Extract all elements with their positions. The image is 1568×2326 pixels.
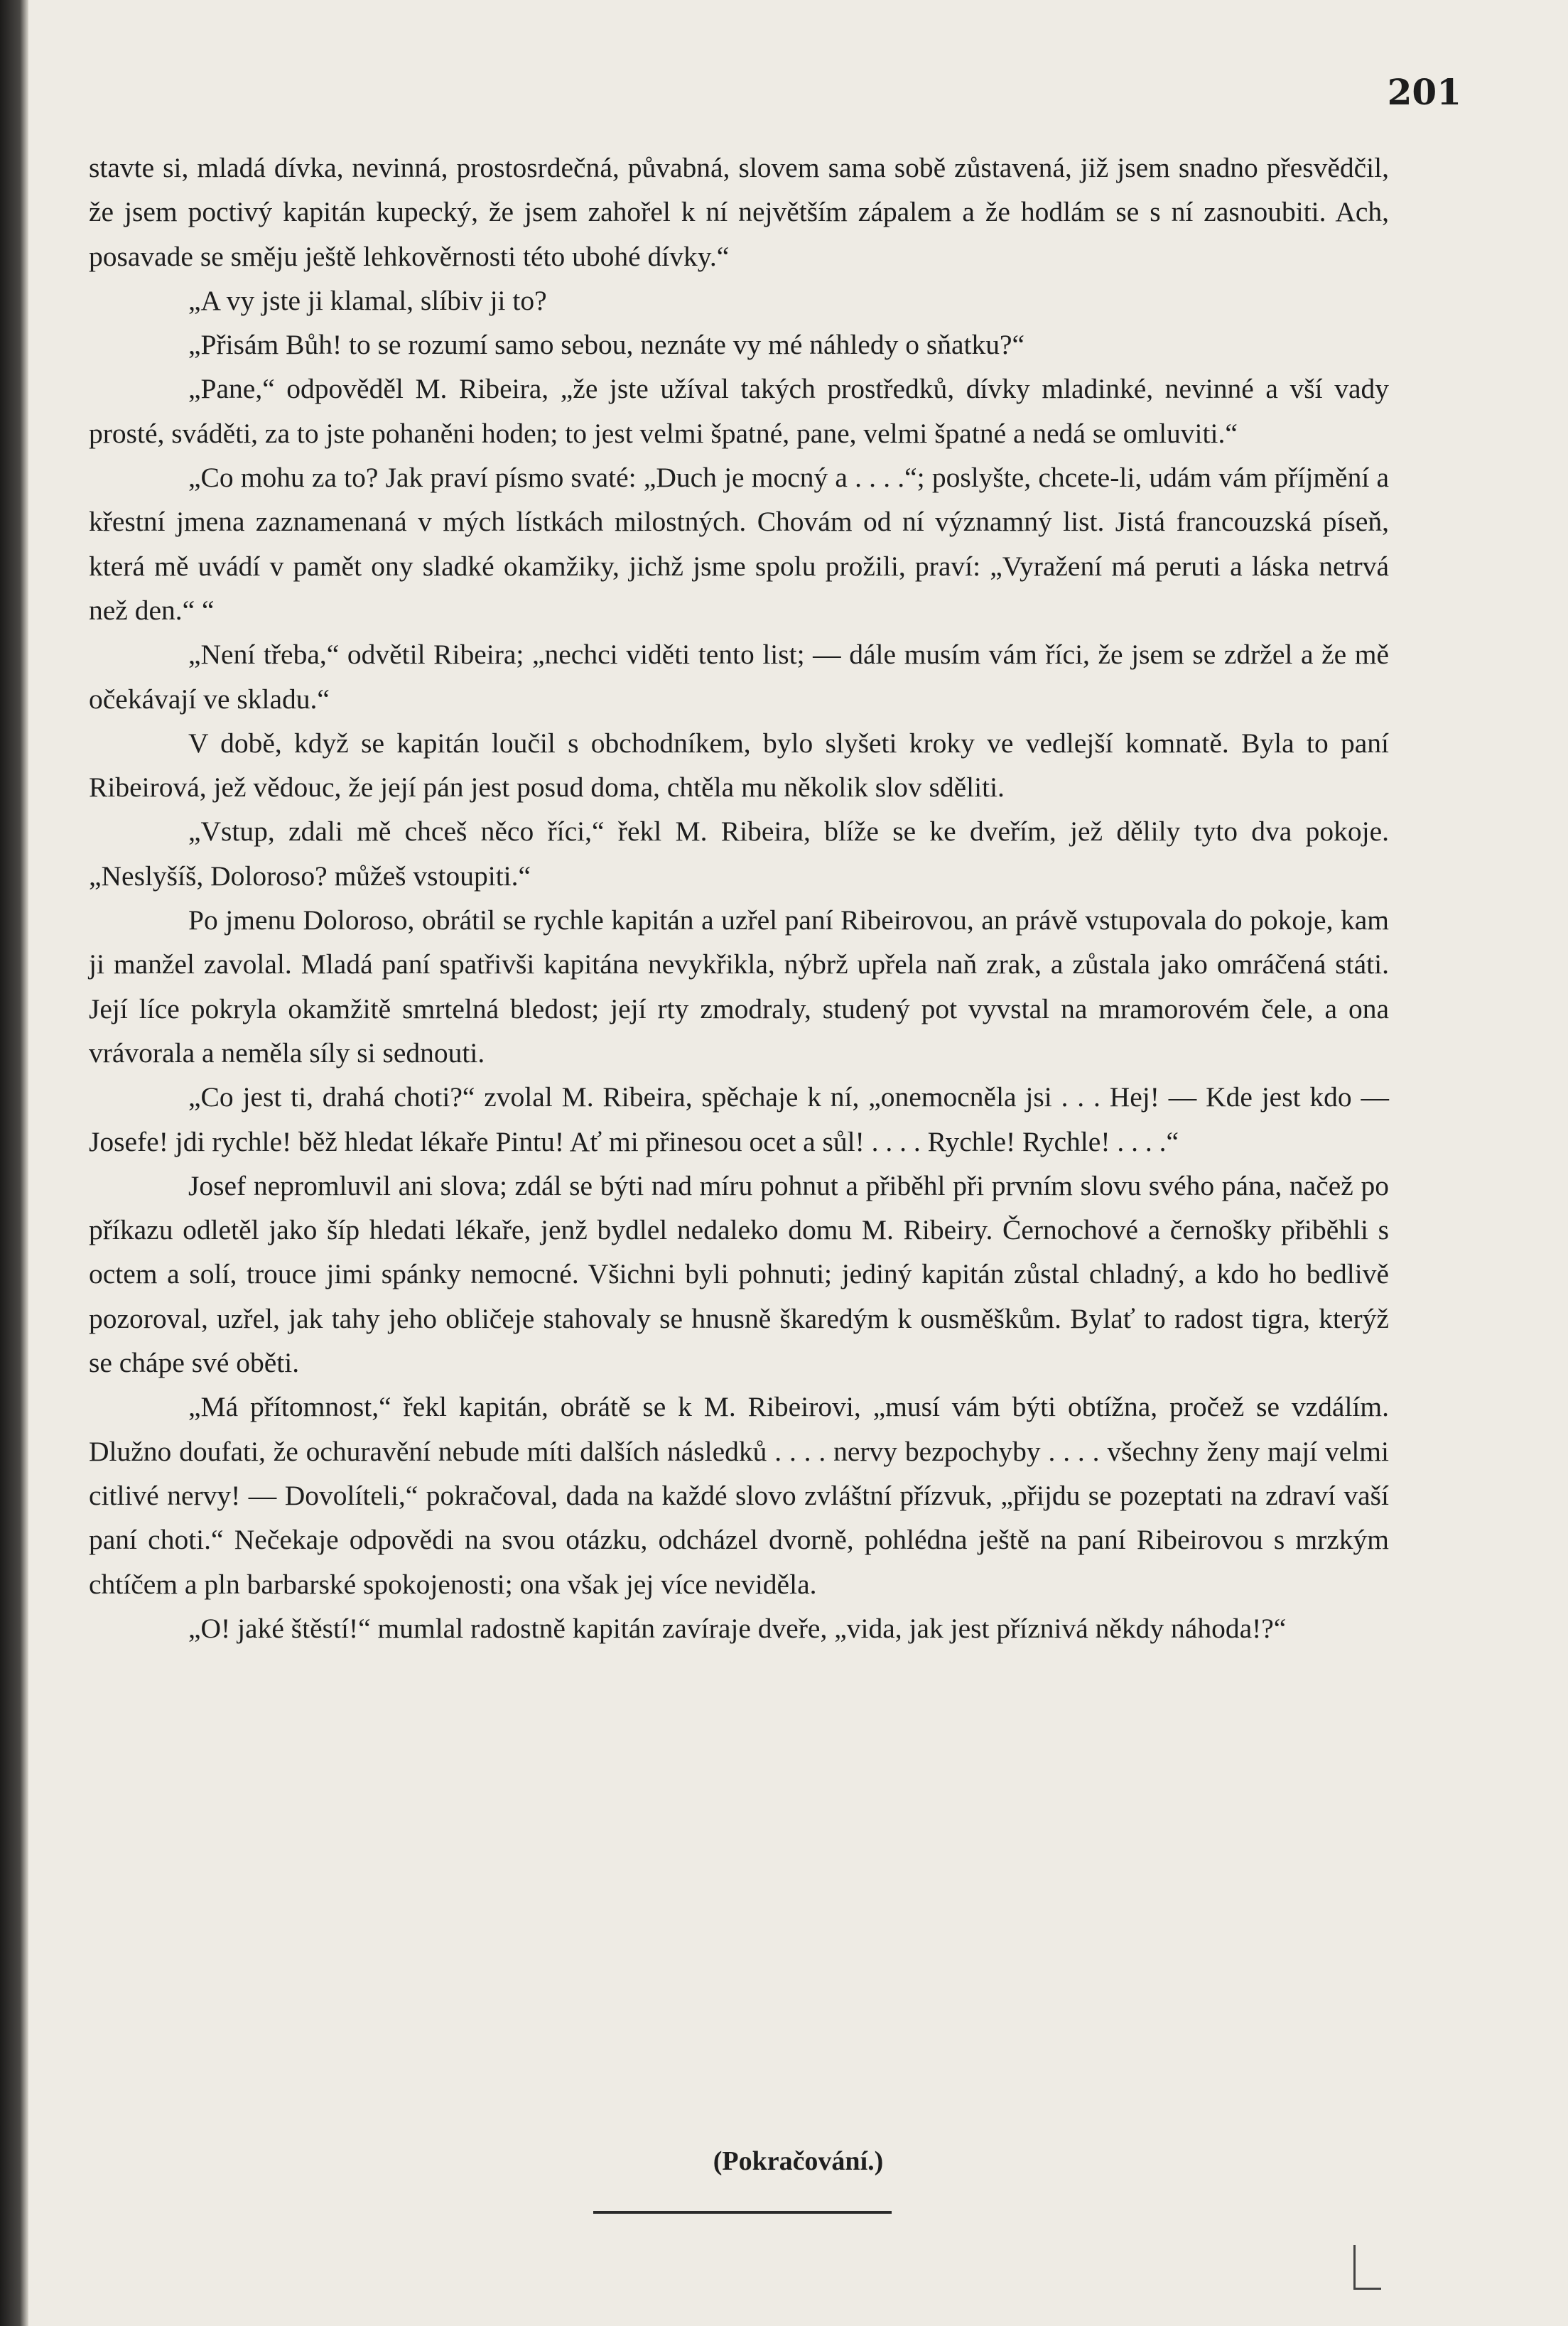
paragraph: „Není třeba,“ odvětil Ribeira; „nechci viděti tento list; — dále musím vám říci, že jsem se zdržel a že mě očekávají ve skladu.“: [89, 639, 1389, 715]
continued-label: (Pokračování.): [713, 2146, 884, 2176]
paragraph: „O! jaké štěstí!“ mumlal radostně kapitán zavíraje dveře, „vida, jak jest příznivá někdy náhoda!?“: [188, 1612, 1287, 1644]
paragraph: stavte si, mladá dívka, nevinná, prostosrdečná, půvabná, slovem sama sobě zůstavená, již jsem snadno přesvědčil, že jsem poctivý kapitán kupecký, že jsem zahořel k ní největším zápalem a že hodlám se s ní zasnoubiti. Ach, posavade se směju ještě lehkověrnosti této ubohé dívky.“: [89, 152, 1389, 272]
paragraph: V době, když se kapitán loučil s obchodníkem, bylo slyšeti kroky ve vedlejší komnatě. Byla to paní Ribeirová, jež vědouc, že její pán jest posud doma, chtěla mu několik slov sděliti.: [89, 727, 1389, 804]
body-text: [89, 146, 1389, 1650]
paragraph: „Má přítomnost,“ řekl kapitán, obrátě se k M. Ribeirovi, „musí vám býti obtížna, pročež se vzdálím. Dlužno doufati, že ochuravění nebude míti dalších následků . . . . nervy bezpochyby . . . . všechny ženy mají velmi citlivé nervy! — Dovolíteli,“ pokračoval, dada na každé slovo zvláštní přízvuk, „přijdu se pozeptati na zdraví vaší paní choti.“ Nečekaje odpovědi na svou otázku, odcházel dvorně, pohlédna ještě na paní Ribeirovou s mrzkým chtíčem a pln barbarské spokojenosti; ona však jej více neviděla.: [89, 1391, 1389, 1600]
paragraph: Po jmenu Doloroso, obrátil se rychle kapitán a uzřel paní Ribeirovou, an právě vstupovala do pokoje, kam ji manžel zavolal. Mladá paní spatřivši kapitána nevykřikla, nýbrž upřela naň zrak, a zůstala jako omráčená státi. Její líce pokryla okamžitě smrtelná bledost; její rty zmodraly, studený pot vyvstal na mramorovém čele, a ona vrávorala a neměla síly si sednouti.: [89, 904, 1389, 1069]
paragraph: „Co mohu za to? Jak praví písmo svaté: „Duch je mocný a . . . .“; poslyšte, chcete-li, udám vám příjmění a křestní jmena zaznamenaná v mých lístkách milostných. Chovám od ní významný list. Jistá francouzská píseň, která mě uvádí v pamět ony sladké okamžiky, jichž jsme spolu prožili, praví: „Vyražení má peruti a láska netrvá než den.“ “: [89, 462, 1389, 626]
paragraph: Josef nepromluvil ani slova; zdál se býti nad míru pohnut a přiběhl při prvním slovu svého pána, načež po příkazu odletěl jako šíp hledati lékaře, jenž bydlel nedaleko domu M. Ribeiry. Černochové a černošky přiběhli s octem a solí, trouce jimi spánky nemocné. Všichni byli pohnuti; jediný kapitán zůstal chladný, a kdo ho bedlivě pozoroval, uzřel, jak tahy jeho obličeje stahovaly se hnusně škaredým k ousměškům. Bylať to radost tigra, kterýž se chápe své oběti.: [89, 1169, 1389, 1379]
page-number: 201: [1387, 71, 1461, 113]
paragraph: „A vy jste ji klamal, slíbiv ji to?: [188, 284, 547, 316]
book-page: [28, 0, 1568, 2326]
corner-bracket-mark: [1353, 2245, 1381, 2290]
paragraph: „Co jest ti, drahá choti?“ zvolal M. Ribeira, spěchaje k ní, „onemocněla jsi . . . Hej! — Kde jest kdo — Josefe! jdi rychle! běž hledat lékaře Pintu! Ať mi přinesou ocet a sůl! . . . . Rychle! Rychle! . . . .“: [89, 1081, 1389, 1157]
page-edge-shadow: [0, 0, 28, 2326]
paragraph: „Pane,“ odpověděl M. Ribeira, „že jste užíval takých prostředků, dívky mladinké, nevinné a vší vady prosté, sváděti, za to jste pohaněni hoden; to jest velmi špatné, pane, velmi špatné a nedá se omluviti.“: [89, 373, 1389, 449]
paragraph: „Vstup, zdali mě chceš něco říci,“ řekl M. Ribeira, blíže se ke dveřím, jež dělily tyto dva pokoje. „Neslyšíš, Doloroso? můžeš vstoupiti.“: [89, 816, 1389, 892]
closing-rule: [593, 2211, 892, 2214]
paragraph: „Přisám Bůh! to se rozumí samo sebou, neznáte vy mé náhledy o sňatku?“: [188, 329, 1025, 361]
